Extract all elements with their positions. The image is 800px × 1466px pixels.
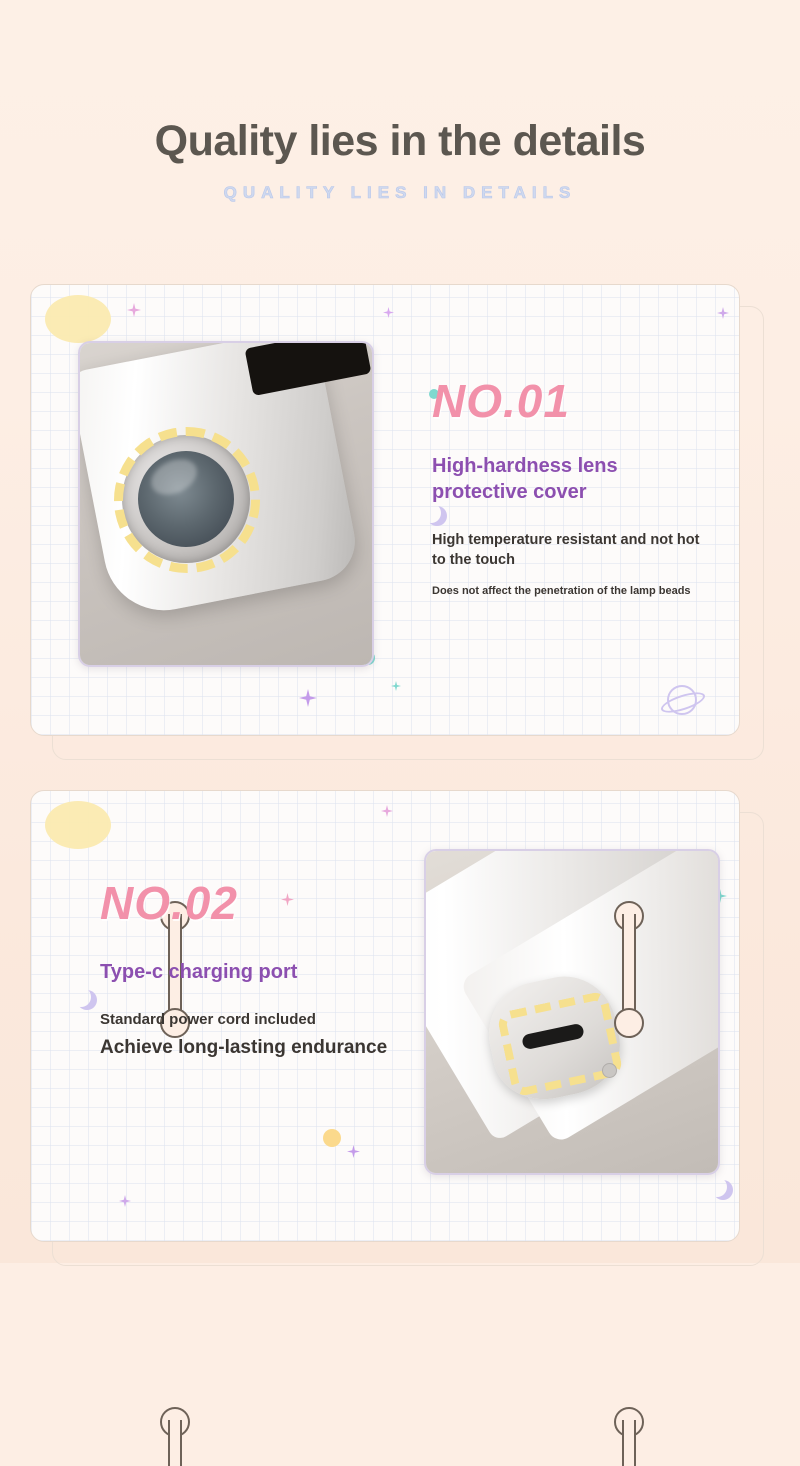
feature-2-headline: Type-c charging port xyxy=(100,961,298,983)
decor-blob-yellow xyxy=(45,295,111,343)
feature-2-text xyxy=(100,877,400,1061)
feature-1-sub2: Does not affect the penetration of the lamp beads xyxy=(432,585,691,598)
moon-icon xyxy=(71,987,91,1007)
highlight-dashed-ring xyxy=(114,427,260,573)
sparkle-icon xyxy=(381,805,393,817)
sparkle-icon xyxy=(391,681,401,691)
feature-1-text xyxy=(432,375,712,599)
moon-icon xyxy=(707,1177,727,1197)
sparkle-icon xyxy=(127,303,141,317)
feature-1-image xyxy=(78,341,374,667)
page-title: Quality lies in the details xyxy=(154,117,646,165)
planet-icon xyxy=(667,685,697,715)
feature-1-number: NO.01 xyxy=(432,375,570,427)
page-header xyxy=(0,0,800,203)
sparkle-icon xyxy=(717,307,729,319)
connector-bar xyxy=(622,1420,636,1466)
feature-1-headline: High-hardness lens protective cover xyxy=(432,455,618,503)
feature-2-number: NO.02 xyxy=(100,877,238,929)
feature-2-sub2: Achieve long-lasting endurance xyxy=(100,1036,388,1058)
sparkle-icon xyxy=(119,1195,131,1207)
sparkle-icon xyxy=(299,689,317,707)
feature-2-sub1: Standard power cord included xyxy=(100,1010,316,1028)
decor-blob-yellow xyxy=(45,801,111,849)
decor-dot xyxy=(323,1129,341,1147)
feature-2-image xyxy=(424,849,720,1175)
feature-1-sub1: High temperature resistant and not hot to the touch xyxy=(432,532,700,568)
page-subtitle: QUALITY LIES IN DETAILS xyxy=(223,183,577,203)
sparkle-icon xyxy=(347,1145,360,1158)
connector-bar xyxy=(168,1420,182,1466)
connector-bar xyxy=(622,914,636,1010)
sparkle-icon xyxy=(383,307,394,318)
